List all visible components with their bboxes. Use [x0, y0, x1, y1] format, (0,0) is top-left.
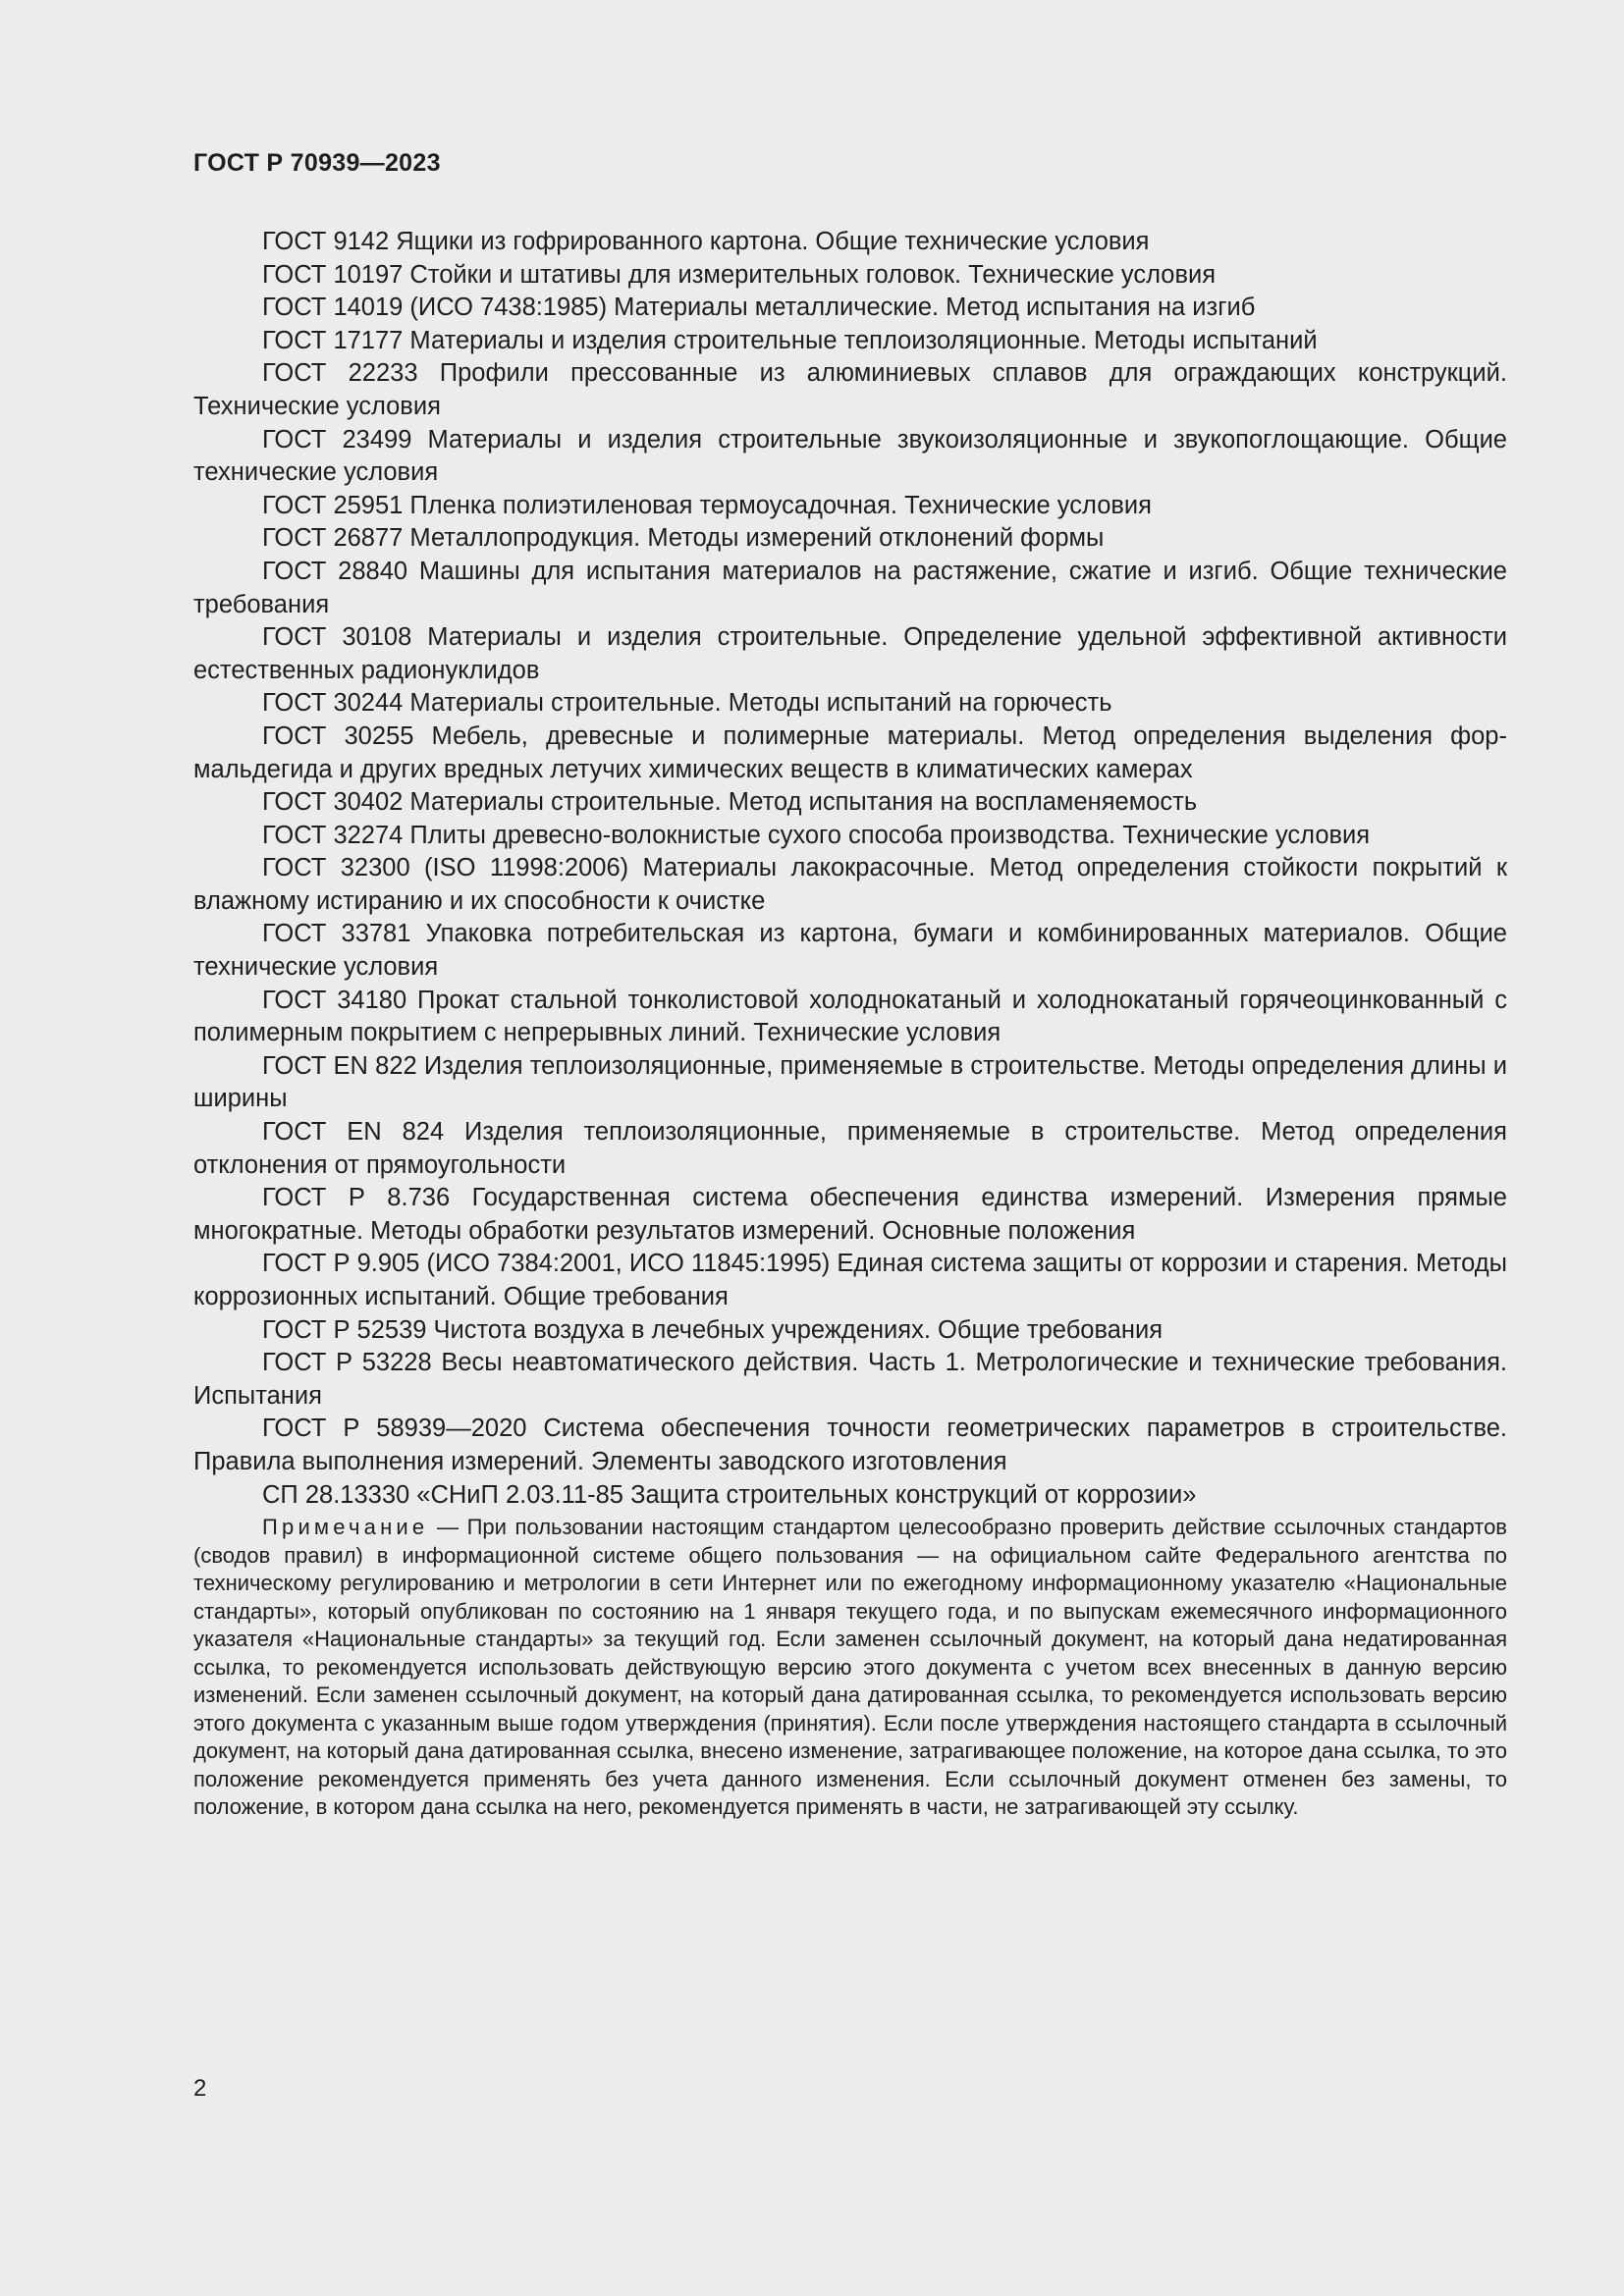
- reference-item: ГОСТ 26877 Металлопродукция. Методы измерений отклонений формы: [262, 524, 1105, 553]
- reference-item: ГОСТ 34180 Прокат стальной тонколистовой холоднокатаный и холоднокатаный горячеоцинкованный с полимерным покрытием с непрерывных линий. Технические условия: [193, 986, 1507, 1047]
- reference-item: ГОСТ 30255 Мебель, древесные и полимерные материалы. Метод определения выделения формальдегида и других вредных летучих химических веществ в климатических камерах: [193, 721, 1507, 783]
- reference-item: ГОСТ 25951 Пленка полиэтиленовая термоусадочная. Технические условия: [262, 491, 1152, 519]
- reference-item: ГОСТ 30244 Материалы строительные. Методы испытаний на горючесть: [262, 689, 1112, 718]
- reference-item: ГОСТ Р 8.736 Государственная система обеспечения единства измерений. Измерения прямые многократные. Методы обработки результатов измерений. Основные положения: [193, 1184, 1507, 1245]
- page-number: 2: [193, 2075, 207, 2102]
- reference-item: ГОСТ EN 824 Изделия теплоизоляционные, применяемые в строительстве. Метод определения отклонения от прямоугольности: [193, 1118, 1507, 1179]
- reference-item: ГОСТ 33781 Упаковка потребительская из картона, бумаги и комбинированных материалов. Общие технические условия: [193, 920, 1507, 982]
- reference-item: ГОСТ 17177 Материалы и изделия строительные теплоизоляционные. Методы испытаний: [262, 326, 1318, 354]
- note-label: Примечание: [262, 1515, 429, 1539]
- reference-item: СП 28.13330 «СНиП 2.03.11-85 Защита строительных конструкций от коррозии»: [262, 1480, 1197, 1509]
- reference-item: ГОСТ 23499 Материалы и изделия строительные звукоизоляционные и звукопоглощающие. Общие технические условия: [193, 425, 1507, 487]
- reference-item: ГОСТ 9142 Ящики из гофрированного картона. Общие технические условия: [262, 228, 1150, 255]
- reference-item: ГОСТ Р 58939—2020 Система обеспечения точности геометрических параметров в строительстве. Правила выполнения измерений. Элементы заводского изготовления: [193, 1415, 1507, 1475]
- reference-item: ГОСТ EN 822 Изделия теплоизоляционные, применяемые в строительстве. Методы определения длины и ширины: [193, 1051, 1507, 1113]
- reference-item: ГОСТ 10197 Стойки и штативы для измерительных головок. Технические условия: [262, 260, 1217, 289]
- reference-item: ГОСТ 28840 Машины для испытания материалов на растяжение, сжатие и изгиб. Общие технические требования: [193, 557, 1507, 618]
- document-header-id: ГОСТ Р 70939—2023: [193, 149, 441, 177]
- reference-item: ГОСТ Р 53228 Весы неавтоматического действия. Часть 1. Метрологические и технические требования. Испытания: [193, 1349, 1507, 1410]
- note-text: — При пользовании настоящим стандартом целесообразно проверить действие ссылочных стандартов (сводов правил) в информационной системе общего пользования — на официальном сайте Федерального агентства по техническому регулированию и метрологии в сети Интернет или по ежегодному информационному указателю «Национальные стандарты», который опубликован по состоянию на 1 января текущего года, и по выпускам ежемесячного информационного указателя «Национальные стандарты» за текущий год. Если заменен ссылочный документ, на который дана недатированная ссылка, то рекомендуется использовать действующую версию этого документа с учетом всех внесенных в данную версию изменений. Если заменен ссылочный документ, на который дана датированная ссылка, то рекомендуется использовать версию этого документа с указанным выше годом утверждения (принятия). Если после утверждения настоящего стандарта в ссылочный документ, на который дана датированная ссылка, внесено изменение, затрагивающее положение, на которое дана ссылка, то это положение рекомендуется применять без учета данного изменения. Если ссылочный документ отменен без замены, то положение, в котором дана ссылка на него, рекомендуется применять в части, не затрагивающей эту ссылку.: [193, 1515, 1507, 1819]
- reference-item: ГОСТ Р 52539 Чистота воздуха в лечебных учреждениях. Общие требования: [262, 1315, 1164, 1344]
- reference-item: ГОСТ 32300 (ISO 11998:2006) Материалы лакокрасочные. Метод определения стойкости покрытий к влажному истиранию и их способности к очистке: [193, 854, 1507, 915]
- reference-item: ГОСТ Р 9.905 (ИСО 7384:2001, ИСО 11845:1995) Единая система защиты от коррозии и старения. Методы коррозионных испытаний. Общие требования: [193, 1250, 1507, 1310]
- reference-item: ГОСТ 14019 (ИСО 7438:1985) Материалы металлические. Метод испытания на изгиб: [262, 294, 1256, 322]
- normative-references-list: [193, 226, 1507, 1512]
- note-paragraph: [193, 1514, 1507, 1822]
- reference-item: ГОСТ 32274 Плиты древесно-волокнистые сухого способа производства. Технические условия: [262, 821, 1371, 849]
- reference-item: ГОСТ 22233 Профили прессованные из алюминиевых сплавов для ограждающих конструкций. Технические условия: [193, 359, 1507, 420]
- reference-item: ГОСТ 30108 Материалы и изделия строительные. Определение удельной эффективной активности естественных радионуклидов: [193, 623, 1507, 684]
- reference-item: ГОСТ 30402 Материалы строительные. Метод испытания на воспламеняемость: [262, 788, 1198, 817]
